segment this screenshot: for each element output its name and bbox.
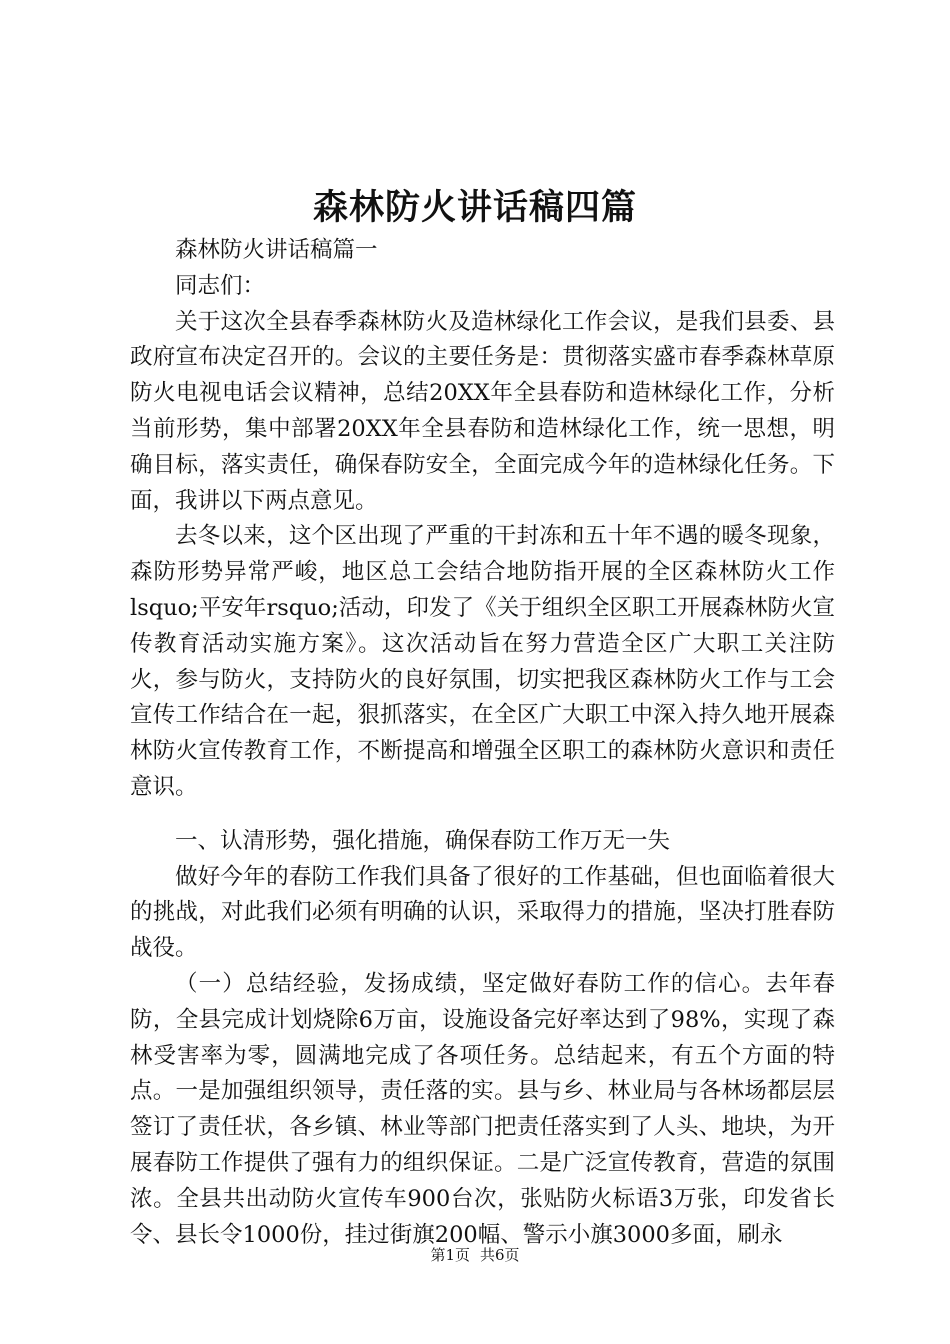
- salutation: 同志们：: [175, 272, 266, 299]
- page-total: 共6页: [480, 1246, 520, 1264]
- paragraph: 关于这次全县春季森林防火及造林绿化工作会议，是我们县委、县政府宣布决定召开的。会议的主要任务是：贯彻落实盛市春季森林草原防火电视电话会议精神，总结20XX年全县春防和造林绿化工作，分析当前形势，集中部署20XX年全县春防和造林绿化工作，统一思想，明确目标，落实责任，确保春防安全，全面完成今年的造林绿化任务。下面，我讲以下两点意见。: [130, 308, 835, 514]
- section-heading: 森林防火讲话稿篇一: [175, 237, 378, 263]
- paragraph: 去冬以来，这个区出现了严重的干封冻和五十年不遇的暖冬现象，森防形势异常严峻，地区总工会结合地防指开展的全区森林防火工作lsquo;平安年rsquo;活动，印发了《关于组织全区职工开展森林防火宣传教育活动实施方案》。这次活动旨在努力营造全区广大职工关注防火，参与防火，支持防火的良好氛围，切实把我区森林防火工作与工会宣传工作结合在一起，狠抓落实，在全区广大职工中深入持久地开展森林防火宣传教育工作，不断提高和增强全区职工的森林防火意识和责任意识。: [130, 523, 835, 800]
- document-title: 森林防火讲话稿四篇: [312, 187, 637, 228]
- page-footer: [0, 1245, 950, 1265]
- paragraph: （一）总结经验，发扬成绩，坚定做好春防工作的信心。去年春防，全县完成计划烧除6万亩，设施设备完好率达到了98%，实现了森林受害率为零，圆满地完成了各项任务。总结起来，有五个方面的特点。一是加强组织领导，责任落的实。县与乡、林业局与各林场都层层签订了责任状，各乡镇、林业等部门把责任落实到了人头、地块，为开展春防工作提供了强有力的组织保证。二是广泛宣传教育，营造的氛围浓。全县共出动防火宣传车900台次，张贴防火标语3万张，印发省长令、县长令1000份，挂过街旗200幅、警示小旗3000多面，刷永: [130, 970, 835, 1248]
- paragraph: 做好今年的春防工作我们具备了很好的工作基础，但也面临着很大的挑战，对此我们必须有明确的认识，采取得力的措施，坚决打胜春防战役。: [130, 863, 835, 962]
- page-number: 第1页: [430, 1246, 470, 1264]
- document-body: [130, 233, 835, 1253]
- subsection-heading: 一、认清形势，强化措施，确保春防工作万无一失: [175, 827, 671, 854]
